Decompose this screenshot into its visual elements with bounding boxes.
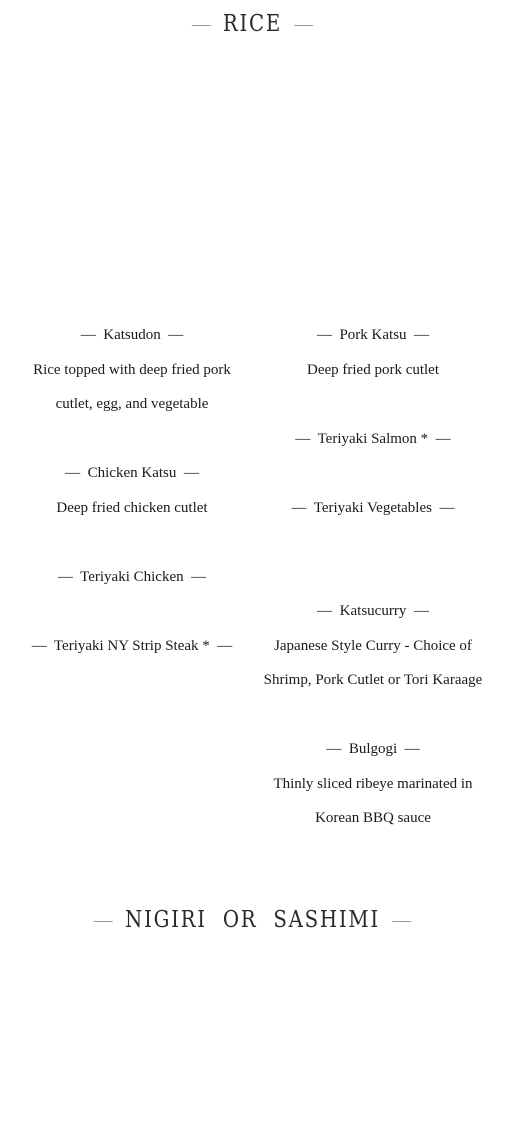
title-dash-left bbox=[94, 921, 113, 922]
menu-item-name: — Teriyaki NY Strip Steak * — bbox=[31, 637, 233, 654]
menu-item-pork-katsu bbox=[262, 318, 484, 387]
menu-item-teriyaki-vegetables bbox=[262, 491, 484, 526]
menu-column-right bbox=[262, 318, 484, 836]
section-title-rice bbox=[35, 10, 469, 38]
menu-item-name: — Pork Katsu — bbox=[316, 327, 430, 343]
title-dash-right bbox=[294, 25, 313, 26]
menu-item-katsudon bbox=[22, 318, 242, 422]
menu-item-name: — Katsudon — bbox=[80, 327, 184, 343]
menu-item-name: — Katsucurry — bbox=[317, 603, 429, 619]
menu-item-teriyaki-ny-strip-steak bbox=[22, 629, 242, 664]
menu-item-name: — Bulgogi — bbox=[326, 741, 420, 757]
spacer bbox=[22, 422, 242, 457]
spacer bbox=[262, 698, 484, 733]
section-title-nigiri-or-sashimi bbox=[35, 906, 469, 934]
spacer bbox=[262, 456, 484, 491]
title-dash-right bbox=[392, 921, 411, 922]
menu-item-name: — Teriyaki Salmon * — bbox=[295, 430, 451, 447]
menu-column-left bbox=[22, 318, 242, 663]
menu-item-teriyaki-salmon bbox=[262, 422, 484, 457]
section-title-text: NIGIRI OR SASHIMI bbox=[125, 907, 380, 933]
menu-item-teriyaki-chicken bbox=[22, 560, 242, 595]
menu-item-description: Thinly sliced ribeye marinated in Korean BBQ sauce bbox=[273, 775, 473, 826]
title-dash-left bbox=[192, 25, 211, 26]
menu-item-description: Deep fried pork cutlet bbox=[306, 361, 440, 378]
section-title-text: RICE bbox=[222, 11, 283, 37]
menu-item-name: — Teriyaki Vegetables — bbox=[291, 499, 455, 516]
menu-item-description: Deep fried chicken cutlet bbox=[56, 499, 208, 516]
spacer bbox=[262, 560, 484, 595]
spacer bbox=[262, 525, 484, 560]
menu-item-name: — Chicken Katsu — bbox=[65, 465, 199, 481]
menu-item-chicken-katsu bbox=[22, 456, 242, 525]
menu-item-katsucurry bbox=[262, 594, 484, 698]
menu-item-bulgogi bbox=[262, 732, 484, 836]
spacer bbox=[22, 525, 242, 560]
spacer bbox=[22, 594, 242, 629]
menu-item-description: Rice topped with deep fried pork cutlet, egg, and vegetable bbox=[33, 361, 231, 412]
menu-item-name: — Teriyaki Chicken — bbox=[57, 568, 207, 585]
menu-item-description: Japanese Style Curry - Choice of Shrimp, Pork Cutlet or Tori Karaage bbox=[263, 637, 483, 688]
spacer bbox=[262, 387, 484, 422]
